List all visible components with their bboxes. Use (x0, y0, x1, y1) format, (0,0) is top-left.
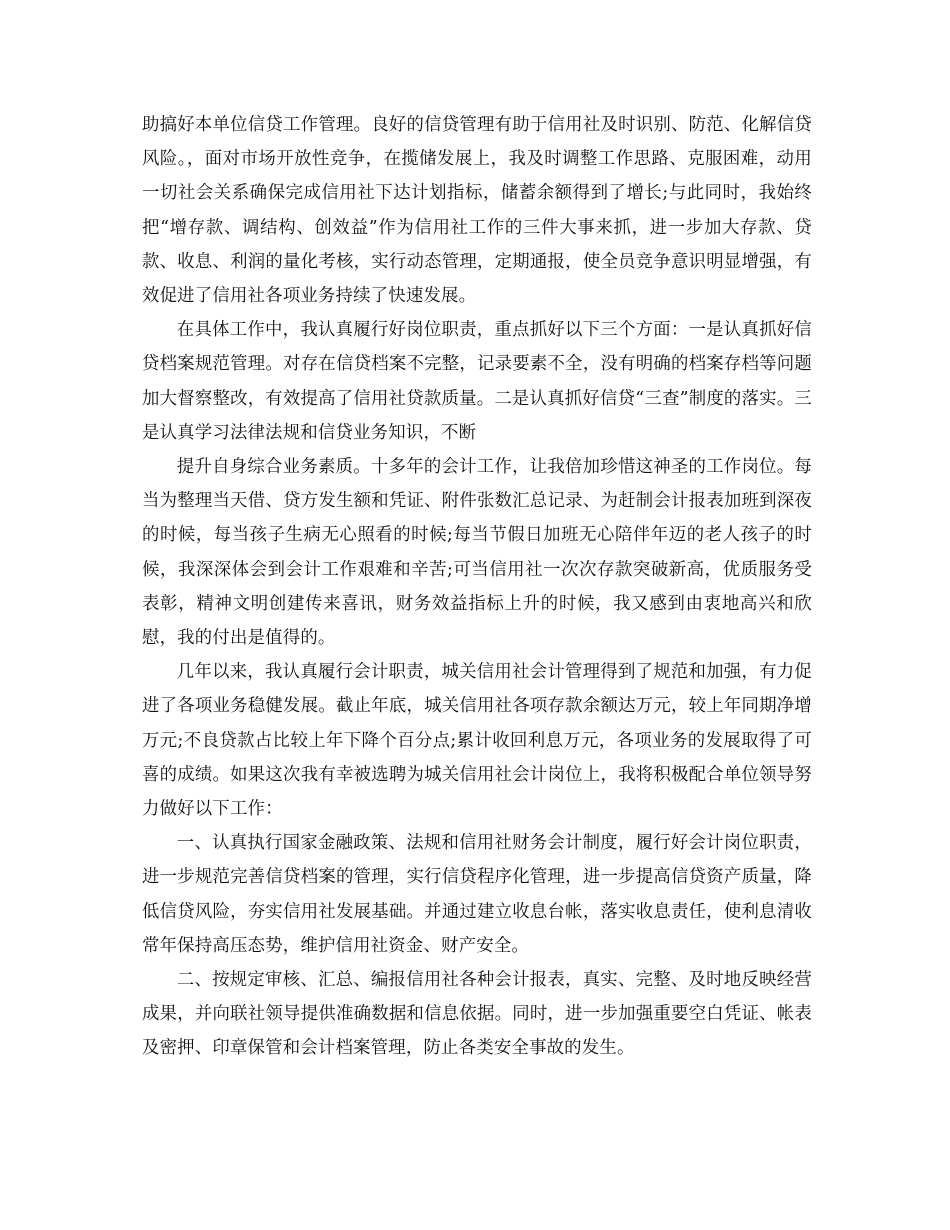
paragraph-5: 一、认真执行国家金融政策、法规和信用社财务会计制度，履行好会计岗位职责，进一步规范完善信贷档案的管理，实行信贷程序化管理，进一步提高信贷资产质量，降低信贷风险，夯实信用社发展基础。并通过建立收息台帐，落实收息责任，使利息清收常年保持高压态势，维护信用社资金、财产安全。 (142, 833, 812, 956)
document-body (142, 108, 812, 1066)
paragraph-6: 二、按规定审核、汇总、编报信用社各种会计报表，真实、完整、及时地反映经营成果，并向联社领导提供准确数据和信息依据。同时，进一步加强重要空白凭证、帐表及密押、印章保管和会计档案管理，防止各类安全事故的发生。 (142, 970, 812, 1059)
paragraph-1: 助搞好本单位信贷工作管理。良好的信贷管理有助于信用社及时识别、防范、化解信贷风险。，面对市场开放性竞争，在揽储发展上，我及时调整工作思路、克服困难，动用一切社会关系确保完成信用社下达计划指标，储蓄余额得到了增长;与此同时，我始终把“增存款、调结构、创效益”作为信用社工作的三件大事来抓，进一步加大存款、贷款、收息、利润的量化考核，实行动态管理，定期通报，使全员竞争意识明显增强，有效促进了信用社各项业务持续了快速发展。 (142, 115, 812, 307)
paragraph-2: 在具体工作中，我认真履行好岗位职责，重点抓好以下三个方面：一是认真抓好信贷档案规范管理。对存在信贷档案不完整，记录要素不全，没有明确的档案存档等问题加大督察整改，有效提高了信用社贷款质量。二是认真抓好信贷“三查”制度的落实。三是认真学习法律法规和信贷业务知识，不断 (142, 320, 812, 443)
paragraph-3: 提升自身综合业务素质。十多年的会计工作，让我倍加珍惜这神圣的工作岗位。每当为整理当天借、贷方发生额和凭证、附件张数汇总记录、为赶制会计报表加班到深夜的时候，每当孩子生病无心照看的时候;每当节假日加班无心陪伴年迈的老人孩子的时候，我深深体会到会计工作艰难和辛苦;可当信用社一次次存款突破新高，优质服务受表彰，精神文明创建传来喜讯，财务效益指标上升的时候，我又感到由衷地高兴和欣慰，我的付出是值得的。 (142, 457, 812, 649)
paragraph-4: 几年以来，我认真履行会计职责，城关信用社会计管理得到了规范和加强，有力促进了各项业务稳健发展。截止年底，城关信用社各项存款余额达万元，较上年同期净增万元;不良贷款占比较上年下降个百分点;累计收回利息万元，各项业务的发展取得了可喜的成绩。如果这次我有幸被选聘为城关信用社会计岗位上，我将积极配合单位领导努力做好以下工作： (142, 662, 812, 820)
